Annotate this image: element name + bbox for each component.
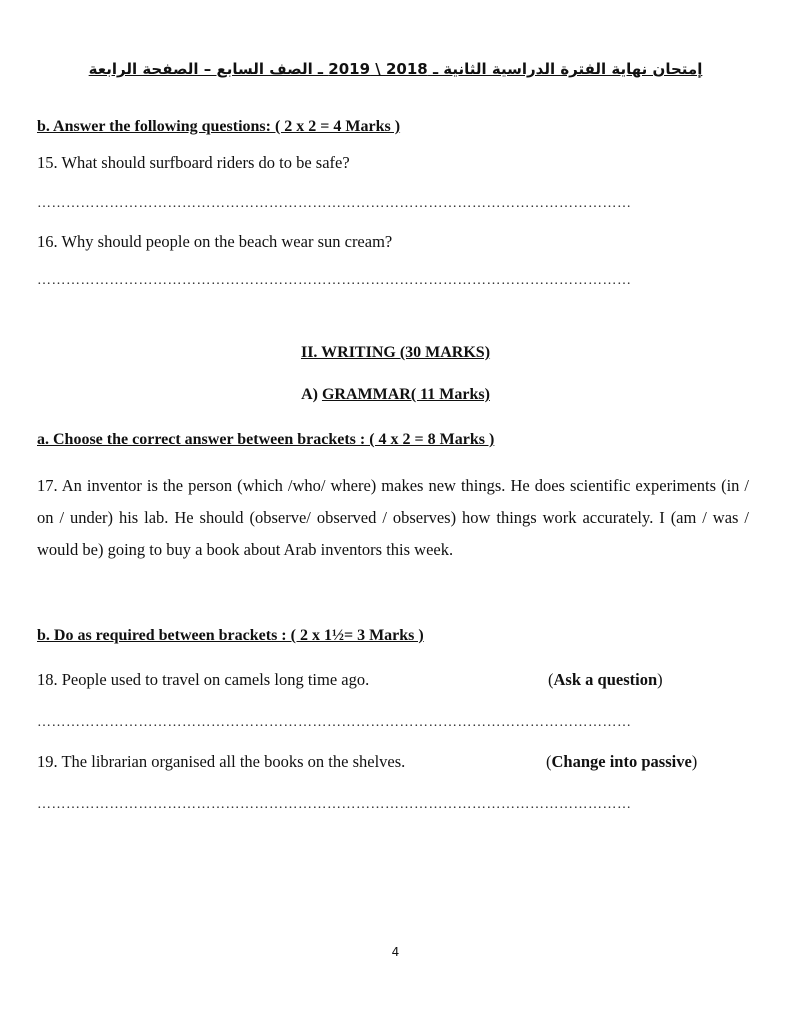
question-18-requirement: (Ask a question): [548, 670, 663, 689]
q19-req-label: Change into passive: [551, 752, 692, 771]
q18-req-label: Ask a question: [553, 670, 658, 689]
answer-line-18[interactable]: ……………………………………………………………………………………………………………: [37, 715, 632, 730]
question-18: 18. People used to travel on camels long time ago.: [37, 670, 370, 689]
question-16: 16. Why should people on the beach wear sun cream?: [37, 232, 393, 251]
question-15: 15. What should surfboard riders do to be safe?: [37, 153, 350, 172]
question-17: 17. An inventor is the person (which /who/ where) makes new things. He does scientific experiments (in / on / under) his lab. He should (observe/ observed / observes) how things work accurately. I (am / was / would be) going to buy a book about Arab inventors this week.: [37, 476, 749, 559]
part-b-heading: b. Do as required between brackets : ( 2 x 1½= 3 Marks ): [37, 627, 424, 644]
answer-line-16[interactable]: ……………………………………………………………………………………………………………: [37, 273, 632, 288]
grammar-label: GRAMMAR( 11 Marks): [321, 386, 490, 403]
grammar-title: [0, 386, 791, 404]
exam-header: إمتحان نهاية الفترة الدراسية الثانية ـ 2018 \ 2019 ـ الصف السابع – الصفحة الرابعة: [88, 60, 703, 78]
question-19-requirement: (Change into passive): [546, 752, 698, 771]
grammar-prefix: A): [301, 386, 322, 403]
part-a-heading: a. Choose the correct answer between brackets : ( 4 x 2 = 8 Marks ): [37, 431, 495, 448]
page-number: 4: [391, 945, 400, 959]
answer-line-15[interactable]: ……………………………………………………………………………………………………………: [37, 196, 632, 211]
question-19: 19. The librarian organised all the books on the shelves.: [37, 752, 406, 771]
writing-title: II. WRITING (30 MARKS): [300, 344, 491, 361]
answer-line-19[interactable]: ……………………………………………………………………………………………………………: [37, 797, 632, 812]
section-b-heading: b. Answer the following questions: ( 2 x 2 = 4 Marks ): [37, 118, 401, 135]
